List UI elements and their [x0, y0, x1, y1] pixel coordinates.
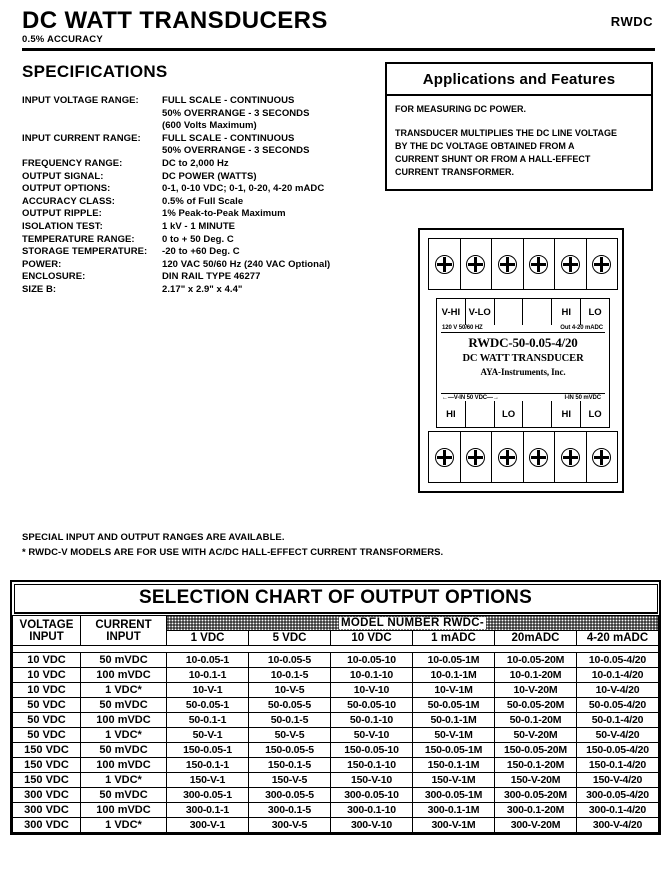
faceplate-terminal-label: HI — [552, 299, 581, 325]
faceplate-terminal-label — [466, 401, 495, 427]
model-number-cell: 150-0.1-20M — [495, 758, 577, 773]
column-header: 20mADC — [495, 631, 577, 646]
spec-label — [22, 108, 162, 121]
model-number-cell: 50-0.05-1M — [413, 698, 495, 713]
model-number-cell: 150-0.1-10 — [331, 758, 413, 773]
faceplate-top-labels — [437, 299, 609, 325]
model-number-cell: 10-V-1 — [167, 683, 249, 698]
specifications-heading: SPECIFICATIONS — [22, 62, 168, 81]
spec-row — [22, 221, 372, 234]
device-brand: AYA-Instruments, Inc. — [480, 367, 566, 377]
specifications-table — [22, 95, 372, 297]
selection-chart — [10, 580, 661, 835]
model-number-cell: 300-V-20M — [495, 818, 577, 833]
faceplate-terminal-label: V-LO — [466, 299, 495, 325]
spec-label: STORAGE TEMPERATURE: — [22, 246, 148, 258]
spec-value: DC to 2,000 Hz — [162, 157, 229, 169]
spec-label — [22, 145, 162, 158]
model-number-cell: 50-0.1-10 — [331, 713, 413, 728]
spec-value: DIN RAIL TYPE 46277 — [162, 271, 261, 283]
spec-label: TEMPERATURE RANGE: — [22, 233, 135, 245]
spec-label: INPUT VOLTAGE RANGE: — [22, 95, 139, 106]
column-header-line: INPUT — [29, 630, 64, 643]
faceplate-terminal-label — [495, 299, 524, 325]
table-row — [13, 728, 659, 743]
model-number-cell: 150-0.05-5 — [249, 743, 331, 758]
terminal-top — [524, 239, 556, 289]
model-number-cell: 10-0.05-5 — [249, 653, 331, 668]
column-header: 1 mADC — [413, 631, 495, 646]
model-number-cell: 300-0.1-1 — [167, 803, 249, 818]
column-header: 10 VDC — [331, 631, 413, 646]
current-input-cell: 1 VDC* — [81, 773, 167, 788]
power-rating-label: 120 V 50/60 HZ — [442, 325, 483, 331]
model-number-cell: 300-0.05-10 — [331, 788, 413, 803]
screw-terminal-icon — [435, 255, 454, 274]
terminal-top — [587, 239, 618, 289]
model-number-cell: 10-V-10 — [331, 683, 413, 698]
spec-row — [22, 234, 372, 247]
terminal-strip-top — [428, 238, 618, 290]
terminal-bottom — [524, 432, 556, 482]
spec-row — [22, 183, 372, 196]
spec-label: POWER: — [22, 258, 62, 270]
column-header-line: INPUT — [106, 630, 141, 643]
spec-value: 0.5% of Full Scale — [162, 195, 244, 207]
faceplate-center-text — [437, 335, 609, 377]
voltage-input-cell: 150 VDC — [13, 773, 81, 788]
model-number-cell: 50-V-1M — [413, 728, 495, 743]
spec-row — [22, 171, 372, 184]
model-number-cell: 150-0.05-1 — [167, 743, 249, 758]
applications-body — [387, 96, 651, 189]
table-row — [13, 758, 659, 773]
voltage-input-cell: 150 VDC — [13, 758, 81, 773]
spec-label: OUTPUT SIGNAL: — [22, 170, 104, 182]
faceplate-terminal-label — [523, 299, 552, 325]
spec-value: 120 VAC 50/60 Hz (240 VAC Optional) — [162, 258, 331, 270]
model-number-cell: 300-0.1-4/20 — [577, 803, 659, 818]
voltage-input-cell: 300 VDC — [13, 788, 81, 803]
model-number-cell: 50-0.1-5 — [249, 713, 331, 728]
faceplate-terminal-label — [523, 401, 552, 427]
spec-value: FULL SCALE - CONTINUOUS — [162, 132, 295, 144]
screw-terminal-icon — [498, 255, 517, 274]
table-spacer-row — [13, 646, 659, 653]
table-row — [13, 788, 659, 803]
column-header-line: VOLTAGE — [19, 618, 74, 631]
voltage-input-cell: 300 VDC — [13, 818, 81, 833]
model-number-span-header: MODEL NUMBER RWDC- — [167, 616, 659, 631]
current-input-cell: 100 mVDC — [81, 803, 167, 818]
voltage-input-label: ←—V-IN 50 VDC—→ — [442, 395, 499, 401]
screw-terminal-icon — [529, 255, 548, 274]
model-number-cell: 150-V-10 — [331, 773, 413, 788]
device-model-number: RWDC-50-0.05-4/20 — [468, 335, 578, 350]
spec-value: 1% Peak-to-Peak Maximum — [162, 208, 286, 220]
device-illustration — [418, 228, 624, 493]
table-row — [13, 803, 659, 818]
model-number-cell: 150-V-5 — [249, 773, 331, 788]
model-number-cell: 300-V-10 — [331, 818, 413, 833]
footnote-line: * RWDC-V MODELS ARE FOR USE WITH AC/DC HALL-EFFECT CURRENT TRANSFORMERS. — [22, 546, 444, 558]
spec-value: (600 Volts Maximum) — [162, 120, 257, 132]
screw-terminal-icon — [435, 448, 454, 467]
spec-label: INPUT CURRENT RANGE: — [22, 132, 141, 144]
spec-value: 2.17" x 2.9" x 4.4" — [162, 283, 243, 295]
screw-terminal-icon — [498, 448, 517, 467]
model-number-cell: 300-V-5 — [249, 818, 331, 833]
model-number-cell: 10-0.05-20M — [495, 653, 577, 668]
screw-terminal-icon — [592, 448, 611, 467]
terminal-bottom — [492, 432, 524, 482]
table-row — [13, 818, 659, 833]
model-number-cell: 50-0.05-5 — [249, 698, 331, 713]
screw-terminal-icon — [561, 448, 580, 467]
spec-label: ENCLOSURE: — [22, 271, 86, 283]
terminal-bottom — [429, 432, 461, 482]
header-divider — [22, 48, 655, 51]
model-number-cell: 300-0.1-20M — [495, 803, 577, 818]
model-number-cell: 300-0.1-5 — [249, 803, 331, 818]
model-number-cell: 300-V-1M — [413, 818, 495, 833]
table-row — [13, 683, 659, 698]
model-number-cell: 300-0.1-1M — [413, 803, 495, 818]
spec-row — [22, 271, 372, 284]
model-number-cell: 10-V-1M — [413, 683, 495, 698]
model-number-cell: 10-0.1-10 — [331, 668, 413, 683]
current-input-cell: 50 mVDC — [81, 743, 167, 758]
model-number-cell: 150-V-1M — [413, 773, 495, 788]
faceplate-terminal-label: LO — [588, 306, 602, 318]
spec-label: FREQUENCY RANGE: — [22, 157, 123, 169]
faceplate-rule-top — [441, 332, 605, 333]
screw-terminal-icon — [561, 255, 580, 274]
model-number-cell: 150-0.1-1 — [167, 758, 249, 773]
spec-row — [22, 246, 372, 259]
model-number-cell: 10-0.05-1M — [413, 653, 495, 668]
screw-terminal-icon — [466, 255, 485, 274]
terminal-top — [492, 239, 524, 289]
model-number-cell: 50-V-10 — [331, 728, 413, 743]
table-row — [13, 698, 659, 713]
model-number-cell: 50-0.05-10 — [331, 698, 413, 713]
spec-label: OUTPUT OPTIONS: — [22, 183, 111, 195]
applications-paragraph: TRANSDUCER MULTIPLIES THE DC LINE VOLTAGE BY THE DC VOLTAGE OBTAINED FROM A CURRENT SHUNT OR FROM A HALL-EFFECT CURRENT TRANSFORMER. — [395, 128, 617, 178]
faceplate-terminal-label: HI — [552, 401, 581, 427]
column-header — [81, 616, 167, 646]
terminal-strip-bottom — [428, 431, 618, 483]
selection-chart-title: SELECTION CHART OF OUTPUT OPTIONS — [14, 584, 658, 614]
device-faceplate — [436, 298, 610, 428]
model-number-cell: 300-V-1 — [167, 818, 249, 833]
model-number-cell: 300-0.05-4/20 — [577, 788, 659, 803]
specifications-section — [22, 62, 372, 297]
model-number-cell: 10-0.1-1 — [167, 668, 249, 683]
model-number-cell: 50-0.05-4/20 — [577, 698, 659, 713]
model-number-cell: 50-0.05-20M — [495, 698, 577, 713]
terminal-top — [461, 239, 493, 289]
model-number-cell: 300-0.05-5 — [249, 788, 331, 803]
current-input-cell: 100 mVDC — [81, 668, 167, 683]
footnote-line: SPECIAL INPUT AND OUTPUT RANGES ARE AVAILABLE. — [22, 532, 285, 543]
model-number-cell: 10-V-4/20 — [577, 683, 659, 698]
faceplate-terminal-label: LO — [495, 401, 524, 427]
spec-value: 0-1, 0-10 VDC; 0-1, 0-20, 4-20 mADC — [162, 183, 325, 195]
voltage-input-cell: 10 VDC — [13, 668, 81, 683]
applications-title: Applications and Features — [387, 64, 651, 96]
spec-value: DC POWER (WATTS) — [162, 170, 257, 182]
screw-terminal-icon — [592, 255, 611, 274]
spec-label — [22, 120, 162, 133]
model-number-cell: 150-V-20M — [495, 773, 577, 788]
column-header — [13, 616, 81, 646]
spec-value: 50% OVERRANGE - 3 SECONDS — [162, 107, 310, 119]
page-title: DC WATT TRANSDUCERS — [22, 7, 328, 34]
column-header: 5 VDC — [249, 631, 331, 646]
faceplate-rule-bottom — [441, 393, 605, 394]
spec-label: ISOLATION TEST: — [22, 220, 103, 232]
spec-value: -20 to +60 Deg. C — [162, 246, 240, 258]
spec-row — [22, 284, 372, 297]
current-input-cell: 100 mVDC — [81, 713, 167, 728]
terminal-top — [555, 239, 587, 289]
applications-paragraph: FOR MEASURING DC POWER. — [395, 104, 527, 114]
faceplate-terminal-label: HI — [437, 401, 466, 427]
model-number-cell: 10-0.05-10 — [331, 653, 413, 668]
voltage-input-cell: 300 VDC — [13, 803, 81, 818]
model-number-cell: 150-V-4/20 — [577, 773, 659, 788]
output-rating-label: Out 4-20 mADC — [560, 325, 603, 331]
model-number-cell: 300-V-4/20 — [577, 818, 659, 833]
voltage-input-cell: 10 VDC — [13, 683, 81, 698]
terminal-bottom — [461, 432, 493, 482]
spec-row — [22, 120, 372, 133]
voltage-input-cell: 50 VDC — [13, 728, 81, 743]
spec-row — [22, 133, 372, 146]
voltage-input-cell: 50 VDC — [13, 713, 81, 728]
model-number-cell: 10-V-20M — [495, 683, 577, 698]
table-row — [13, 743, 659, 758]
model-number-cell: 300-0.05-20M — [495, 788, 577, 803]
column-header-line: CURRENT — [95, 618, 152, 631]
model-number-cell: 50-0.1-1M — [413, 713, 495, 728]
model-number-cell: 150-0.1-5 — [249, 758, 331, 773]
screw-terminal-icon — [466, 448, 485, 467]
terminal-top — [429, 239, 461, 289]
model-number-cell: 50-0.1-20M — [495, 713, 577, 728]
model-number-cell: 10-0.05-1 — [167, 653, 249, 668]
applications-and-features-box — [385, 62, 653, 191]
faceplate-terminal-label: V-HI — [437, 299, 466, 325]
spec-row — [22, 196, 372, 209]
model-number-cell: 50-V-4/20 — [577, 728, 659, 743]
selection-chart-table — [12, 615, 659, 833]
table-row — [13, 653, 659, 668]
spec-value: 50% OVERRANGE - 3 SECONDS — [162, 145, 310, 157]
model-number-cell: 50-0.1-1 — [167, 713, 249, 728]
current-input-cell: 50 mVDC — [81, 653, 167, 668]
table-row — [13, 713, 659, 728]
model-number-cell: 50-V-20M — [495, 728, 577, 743]
faceplate-terminal-label: LO — [588, 408, 602, 420]
spec-row — [22, 95, 372, 108]
model-number-cell: 10-0.1-20M — [495, 668, 577, 683]
model-number-cell: 150-0.1-1M — [413, 758, 495, 773]
column-header: 1 VDC — [167, 631, 249, 646]
spec-value: 1 kV - 1 MINUTE — [162, 220, 236, 232]
model-number-cell: 10-V-5 — [249, 683, 331, 698]
model-number-cell: 150-0.05-1M — [413, 743, 495, 758]
spec-value: FULL SCALE - CONTINUOUS — [162, 95, 295, 106]
current-input-label: I-IN 50 mVDC — [564, 395, 601, 401]
spec-row — [22, 158, 372, 171]
table-header-row — [13, 616, 659, 631]
current-input-cell: 50 mVDC — [81, 698, 167, 713]
terminal-bottom — [587, 432, 618, 482]
accuracy-subtitle: 0.5% ACCURACY — [22, 34, 103, 46]
current-input-cell: 1 VDC* — [81, 683, 167, 698]
spec-row — [22, 208, 372, 221]
model-number-cell: 50-0.1-4/20 — [577, 713, 659, 728]
spec-label: ACCURACY CLASS: — [22, 195, 115, 207]
model-number-cell: 50-0.05-1 — [167, 698, 249, 713]
spec-row — [22, 108, 372, 121]
spec-label: OUTPUT RIPPLE: — [22, 208, 102, 220]
model-number-cell: 10-0.1-4/20 — [577, 668, 659, 683]
model-number-cell: 150-0.05-20M — [495, 743, 577, 758]
model-number-cell: 150-0.05-4/20 — [577, 743, 659, 758]
table-row — [13, 668, 659, 683]
model-number-cell: 150-V-1 — [167, 773, 249, 788]
model-number-cell: 300-0.05-1M — [413, 788, 495, 803]
model-number-cell: 10-0.1-5 — [249, 668, 331, 683]
column-header: 4-20 mADC — [577, 631, 659, 646]
model-number-cell: 150-0.05-10 — [331, 743, 413, 758]
footnotes — [22, 531, 443, 560]
product-code: RWDC — [610, 14, 653, 29]
model-number-cell: 50-V-1 — [167, 728, 249, 743]
spec-row — [22, 145, 372, 158]
terminal-bottom — [555, 432, 587, 482]
current-input-cell: 50 mVDC — [81, 788, 167, 803]
voltage-input-cell: 150 VDC — [13, 743, 81, 758]
device-description: DC WATT TRANSDUCER — [462, 353, 584, 364]
spec-label: SIZE B: — [22, 283, 57, 295]
model-number-cell: 150-0.1-4/20 — [577, 758, 659, 773]
screw-terminal-icon — [529, 448, 548, 467]
spec-row — [22, 259, 372, 272]
model-number-cell: 50-V-5 — [249, 728, 331, 743]
model-number-cell: 300-0.1-10 — [331, 803, 413, 818]
current-input-cell: 1 VDC* — [81, 728, 167, 743]
voltage-input-cell: 10 VDC — [13, 653, 81, 668]
model-number-cell: 300-0.05-1 — [167, 788, 249, 803]
table-spacer-cell — [13, 646, 659, 653]
model-number-cell: 10-0.1-1M — [413, 668, 495, 683]
page-header — [0, 0, 671, 52]
model-number-cell: 10-0.05-4/20 — [577, 653, 659, 668]
current-input-cell: 100 mVDC — [81, 758, 167, 773]
faceplate-bottom-labels — [437, 401, 609, 427]
table-row — [13, 773, 659, 788]
spec-value: 0 to + 50 Deg. C — [162, 233, 234, 245]
current-input-cell: 1 VDC* — [81, 818, 167, 833]
voltage-input-cell: 50 VDC — [13, 698, 81, 713]
